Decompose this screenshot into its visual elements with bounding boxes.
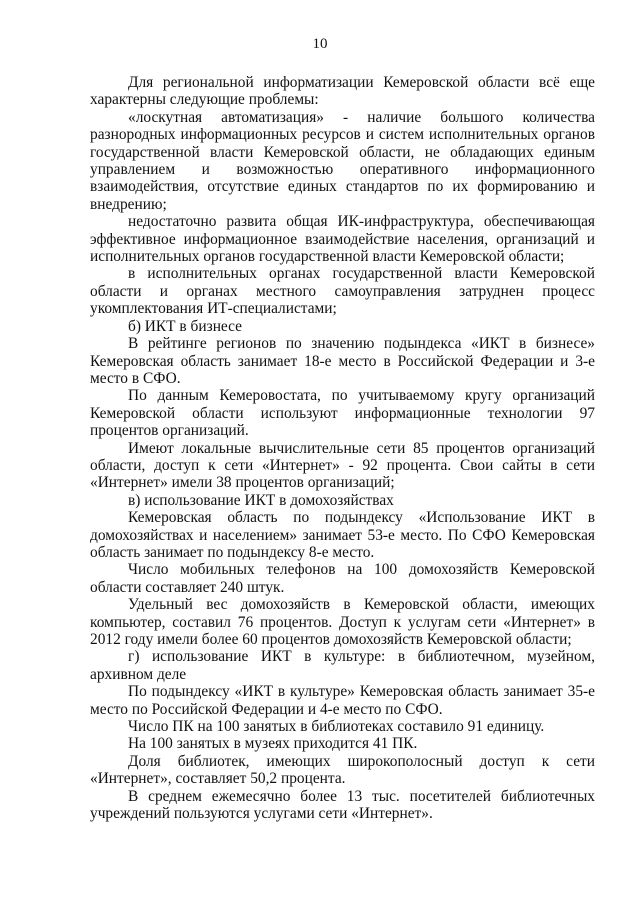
paragraph-culture-broadband: Доля библиотек, имеющих широкополосный доступ к сети «Интернет», составляет 50,2 процента. [90,752,595,788]
paragraph-business-it-usage: По данным Кемеровостата, по учитываемому кругу организаций Кемеровской области используют информационные технологии 97 процентов организаций. [90,387,595,440]
paragraph-problem-patchwork: «лоскутная автоматизация» - наличие большого количества разнородных информационных ресурсов и систем исполнительных органов государственной власти Кемеровской области, не обладающих единым управлением и возможностью оперативного информационного взаимодействия, отсутствие единых стандартов по их формированию и внедрению; [90,108,595,213]
section-heading-business: б) ИКТ в бизнесе [128,317,242,335]
paragraph-households-computers: Удельный вес домохозяйств в Кемеровской области, имеющих компьютер, составил 76 процентов. Доступ к услугам сети «Интернет» в 2012 году имели более 60 процентов домохозяйств Кемеровской области; [90,596,595,648]
paragraph-problem-staffing: в исполнительных органах государственной власти Кемеровской области и органах местного самоуправления затруднен процесс укомплектования ИТ-специалистами; [90,265,595,318]
paragraph-culture-museum-pcs: На 100 занятых в музеях приходится 41 ПК. [128,735,418,753]
paragraph-culture-visitors: В среднем ежемесячно более 13 тыс. посетителей библиотечных учреждений пользуются услугами сети «Интернет». [90,787,595,823]
paragraph-problem-infrastructure: недостаточно развита общая ИК-инфраструктура, обеспечивающая эффективное информационное взаимодействие населения, организаций и исполнительных органов государственной власти Кемеровской области; [90,213,595,266]
page-number: 10 [312,36,328,52]
paragraph-intro: Для региональной информатизации Кемеровской области всё еще характерны следующие проблемы: [90,74,595,109]
paragraph-households-phones: Число мобильных телефонов на 100 домохозяйств Кемеровской области составляет 240 штук. [90,561,595,596]
paragraph-business-rating: В рейтинге регионов по значению подындекса «ИКТ в бизнесе» Кемеровская область занимает 18-е место в Российской Федерации и 3-е место в СФО. [90,335,595,387]
document-body [90,74,595,822]
paragraph-culture-rating: По подындексу «ИКТ в культуре» Кемеровская область занимает 35-е место по Российской Федерации и 4-е место по СФО. [90,683,595,718]
section-heading-households: в) использование ИКТ в домохозяйствах [128,491,394,509]
section-heading-culture: г) использование ИКТ в культуре: в библиотечном, музейном, архивном деле [90,648,595,683]
paragraph-culture-library-pcs: Число ПК на 100 занятых в библиотеках составило 91 единицу. [128,718,545,736]
paragraph-business-networks: Имеют локальные вычислительные сети 85 процентов организаций области, доступ к сети «Интернет» - 92 процента. Свои сайты в сети «Интернет» имели 38 процентов организаций; [90,439,595,492]
paragraph-households-rating: Кемеровская область по подындексу «Использование ИКТ в домохозяйствах и населением» занимает 53-е место. По СФО Кемеровская область занимает по подындексу 8-е место. [90,509,595,561]
